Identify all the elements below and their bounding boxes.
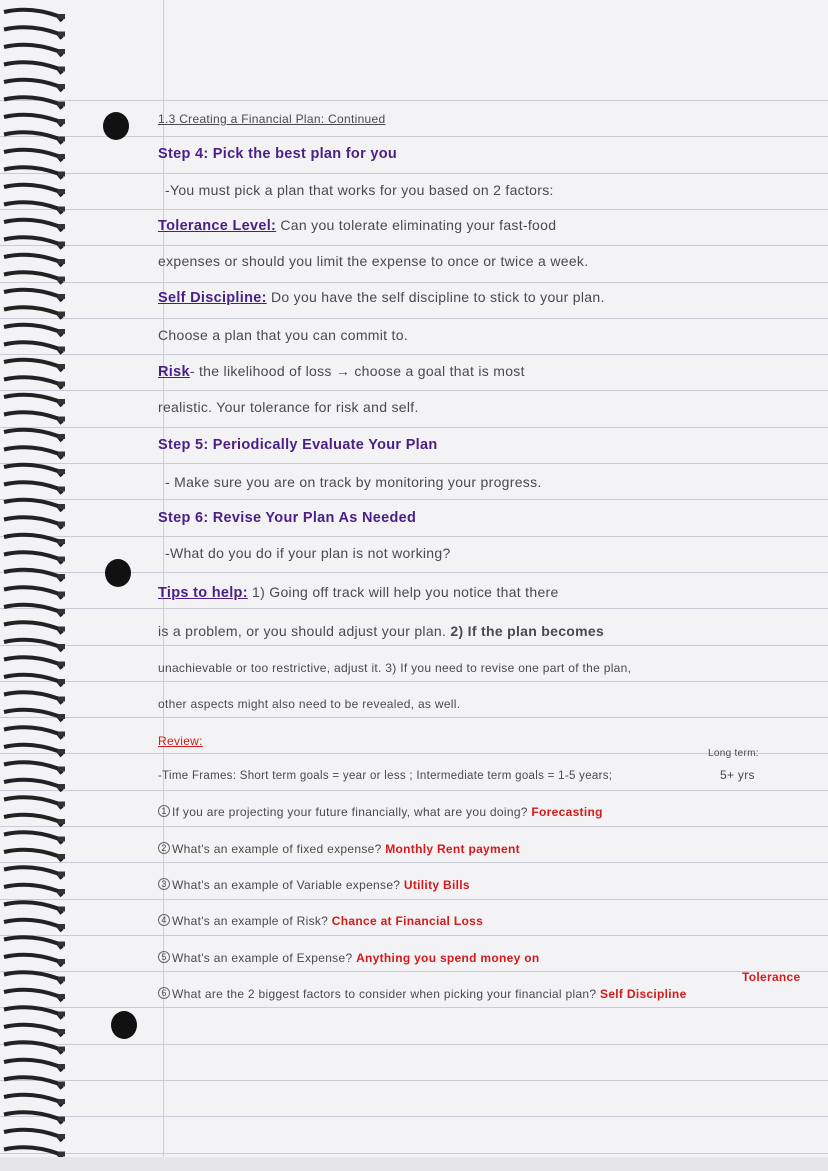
rule-line (0, 499, 828, 500)
review-question (158, 842, 520, 856)
spiral-coil (4, 535, 62, 546)
spiral-coil (4, 745, 62, 756)
spiral-coil (4, 762, 62, 773)
spiral-hole (58, 154, 65, 159)
rule-line (0, 1153, 828, 1154)
spiral-hole (58, 207, 65, 212)
spiral-coil (4, 675, 62, 686)
spiral-hole (58, 609, 65, 614)
spiral-hole (58, 539, 65, 544)
review-label: Review: (158, 734, 203, 748)
spiral-coil (4, 132, 62, 143)
spiral-hole (58, 312, 65, 317)
rule-line (0, 209, 828, 210)
risk-text: - the likelihood of loss → choose a goal that is most (189, 363, 525, 379)
spiral-coil (4, 727, 62, 738)
risk-text-2: realistic. Your tolerance for risk and self. (158, 399, 419, 415)
spiral-hole (58, 854, 65, 859)
spiral-hole (58, 627, 65, 632)
spiral-hole (58, 347, 65, 352)
spiral-hole (58, 189, 65, 194)
spiral-coil (4, 150, 62, 161)
rule-line (0, 790, 828, 791)
question-answer: Self Discipline (600, 987, 687, 1001)
spiral-coil (4, 27, 62, 38)
spiral-coil (4, 517, 62, 528)
time-frames: -Time Frames: Short term goals = year or less ; Intermediate term goals = 1-5 years; (158, 770, 613, 782)
spiral-hole (58, 959, 65, 964)
spiral-hole (58, 802, 65, 807)
spiral-hole (58, 837, 65, 842)
spiral-coil (4, 990, 62, 1001)
step4-intro: -You must pick a plan that works for you based on 2 factors: (165, 182, 554, 198)
tips-text-2a: is a problem, or you should adjust your plan. (158, 623, 447, 639)
spiral-hole (58, 1099, 65, 1104)
spiral-coil (4, 342, 62, 353)
spiral-coil (4, 850, 62, 861)
question-text: What's an example of Variable expense? (172, 878, 401, 892)
spiral-hole (58, 907, 65, 912)
spiral-coil (4, 185, 62, 196)
rule-line (0, 717, 828, 718)
spiral-hole (58, 679, 65, 684)
rule-line (0, 282, 828, 283)
spiral-coil (4, 220, 62, 231)
spiral-coil (4, 640, 62, 651)
spiral-coil (4, 622, 62, 633)
spiral-hole (58, 67, 65, 72)
question-number: 2 (158, 842, 170, 854)
spiral-coil (4, 570, 62, 581)
question-text: If you are projecting your future financially, what are you doing? (172, 805, 528, 819)
spiral-hole (58, 294, 65, 299)
spiral-coil (4, 115, 62, 126)
spiral-hole (58, 1082, 65, 1087)
page-title: 1.3 Creating a Financial Plan: Continued (158, 112, 386, 126)
spiral-coil (4, 815, 62, 826)
spiral-coil (4, 867, 62, 878)
spiral-hole (58, 784, 65, 789)
spiral-coil (4, 167, 62, 178)
rule-line (0, 100, 828, 101)
spiral-coil (4, 1042, 62, 1053)
spiral-hole (58, 277, 65, 282)
tolerance-label: Tolerance Level: (158, 218, 277, 234)
spiral-hole (58, 732, 65, 737)
answer-6-tolerance: Tolerance (742, 970, 801, 984)
tips-text-2b: 2) If the plan becomes (450, 623, 605, 639)
rule-line (0, 390, 828, 391)
spiral-hole (58, 434, 65, 439)
rule-line (0, 862, 828, 863)
question-number: 3 (158, 878, 170, 890)
spiral-coil (4, 430, 62, 441)
spiral-hole (58, 1012, 65, 1017)
spiral-coil (4, 325, 62, 336)
spiral-hole (58, 749, 65, 754)
spiral-coil (4, 937, 62, 948)
spiral-hole (58, 872, 65, 877)
spiral-coil (4, 972, 62, 983)
page-bottom-edge (0, 1157, 828, 1171)
rule-line (0, 1080, 828, 1081)
question-answer: Anything you spend money on (356, 951, 540, 965)
spiral-coil (4, 307, 62, 318)
spiral-coil (4, 1077, 62, 1088)
spiral-coil (4, 237, 62, 248)
spiral-hole (58, 242, 65, 247)
spiral-hole (58, 49, 65, 54)
question-number: 6 (158, 987, 170, 999)
rule-line (0, 645, 828, 646)
spiral-coil (4, 360, 62, 371)
spiral-hole (58, 32, 65, 37)
long-term-label: Long term: (708, 748, 759, 759)
spiral-hole (58, 102, 65, 107)
spiral-hole (58, 592, 65, 597)
spiral-hole (58, 452, 65, 457)
spiral-hole (58, 382, 65, 387)
spiral-coil (4, 272, 62, 283)
spiral-coil (4, 780, 62, 791)
rule-line (0, 354, 828, 355)
step5-heading: Step 5: Periodically Evaluate Your Plan (158, 437, 438, 453)
question-number: 4 (158, 914, 170, 926)
question-answer: Chance at Financial Loss (331, 914, 484, 928)
spiral-coil (4, 605, 62, 616)
spiral-coil (4, 1007, 62, 1018)
rule-line (0, 935, 828, 936)
spiral-hole (58, 942, 65, 947)
review-question (158, 914, 483, 928)
discipline-label: Self Discipline: (158, 290, 267, 306)
spiral-hole (58, 399, 65, 404)
spiral-coil (4, 832, 62, 843)
spiral-coil (4, 255, 62, 266)
review-question (158, 805, 603, 819)
spiral-hole (58, 644, 65, 649)
question-answer: Monthly Rent payment (385, 842, 520, 856)
tolerance-text-2: expenses or should you limit the expense to once or twice a week. (158, 253, 589, 269)
spiral-hole (58, 767, 65, 772)
rule-line (0, 463, 828, 464)
question-number: 1 (158, 805, 170, 817)
spiral-hole (58, 1029, 65, 1034)
tips-text-1: 1) Going off track will help you notice that there (252, 584, 559, 600)
spiral-coil (4, 395, 62, 406)
question-text: What's an example of fixed expense? (172, 842, 382, 856)
spiral-coil (4, 920, 62, 931)
rule-line (0, 826, 828, 827)
spiral-hole (58, 574, 65, 579)
spiral-coil (4, 465, 62, 476)
spiral-hole (58, 224, 65, 229)
rule-line (0, 173, 828, 174)
tips-text-3: unachievable or too restrictive, adjust it. 3) If you need to revise one part of the plan, (158, 661, 632, 675)
spiral-coil (4, 377, 62, 388)
spiral-coil (4, 797, 62, 808)
spiral-coil (4, 290, 62, 301)
spiral-hole (58, 889, 65, 894)
spiral-hole (58, 364, 65, 369)
discipline-text-2: Choose a plan that you can commit to. (158, 327, 409, 343)
spiral-coil (4, 1112, 62, 1123)
spiral-hole (58, 14, 65, 19)
spiral-hole (58, 924, 65, 929)
rule-line (0, 1007, 828, 1008)
rule-line (0, 318, 828, 319)
spiral-coil (4, 1095, 62, 1106)
rule-line (0, 753, 828, 754)
spiral-hole (58, 977, 65, 982)
spiral-coil (4, 482, 62, 493)
rule-line (0, 681, 828, 682)
risk-label: Risk (158, 364, 190, 380)
spiral-coil (4, 97, 62, 108)
spiral-hole (58, 137, 65, 142)
spiral-coil (4, 80, 62, 91)
discipline-text: Do you have the self discipline to stick to your plan. (270, 289, 605, 305)
spiral-coil (4, 62, 62, 73)
step5-text: - Make sure you are on track by monitoring your progress. (165, 474, 542, 490)
spiral-hole (58, 994, 65, 999)
spiral-hole (58, 557, 65, 562)
long-term-value: 5+ yrs (720, 768, 755, 782)
spiral-coil (4, 10, 62, 21)
spiral-hole (58, 522, 65, 527)
rule-line (0, 899, 828, 900)
punch-hole (103, 112, 129, 140)
spiral-hole (58, 329, 65, 334)
rule-line (0, 427, 828, 428)
rule-line (0, 608, 828, 609)
review-question (158, 878, 470, 892)
question-answer: Utility Bills (403, 878, 470, 892)
rule-line (0, 245, 828, 246)
spiral-hole (58, 1134, 65, 1139)
spiral-coil (4, 447, 62, 458)
spiral-hole (58, 487, 65, 492)
spiral-hole (58, 714, 65, 719)
step6-text: -What do you do if your plan is not working? (165, 545, 451, 561)
spiral-hole (58, 819, 65, 824)
review-question (158, 987, 687, 1001)
step4-heading: Step 4: Pick the best plan for you (158, 146, 398, 162)
spiral-coil (4, 902, 62, 913)
question-text: What's an example of Expense? (172, 951, 353, 965)
spiral-hole (58, 697, 65, 702)
spiral-coil (4, 45, 62, 56)
rule-line (0, 1116, 828, 1117)
rule-line (0, 536, 828, 537)
rule-line (0, 971, 828, 972)
spiral-hole (58, 119, 65, 124)
spiral-hole (58, 1064, 65, 1069)
spiral-coil (4, 710, 62, 721)
spiral-coil (4, 885, 62, 896)
spiral-coil (4, 955, 62, 966)
spiral-coil (4, 692, 62, 703)
spiral-hole (58, 662, 65, 667)
review-question (158, 951, 540, 965)
spiral-hole (58, 1047, 65, 1052)
spiral-coil (4, 1130, 62, 1141)
spiral-hole (58, 469, 65, 474)
spiral-coil (4, 1060, 62, 1071)
spiral-coil (4, 500, 62, 511)
spiral-hole (58, 1117, 65, 1122)
question-number: 5 (158, 951, 170, 963)
spiral-hole (58, 504, 65, 509)
spiral-hole (58, 84, 65, 89)
spiral-coil (4, 657, 62, 668)
spiral-hole (58, 1152, 65, 1157)
spiral-hole (58, 172, 65, 177)
tolerance-text: Can you tolerate eliminating your fast-food (280, 217, 557, 233)
tips-label: Tips to help: (158, 585, 248, 601)
spiral-coil (4, 412, 62, 423)
spiral-coil (4, 1025, 62, 1036)
spiral-hole (58, 417, 65, 422)
spiral-coil (4, 202, 62, 213)
punch-hole (105, 559, 131, 587)
question-text: What's an example of Risk? (172, 914, 329, 928)
spiral-coil (4, 552, 62, 563)
tips-text-4: other aspects might also need to be revealed, as well. (158, 697, 461, 711)
question-answer: Forecasting (531, 805, 603, 819)
question-text: What are the 2 biggest factors to consider when picking your financial plan? (172, 987, 597, 1001)
spiral-coil (4, 587, 62, 598)
punch-hole (111, 1011, 137, 1039)
step6-heading: Step 6: Revise Your Plan As Needed (158, 510, 417, 526)
spiral-binding (0, 0, 72, 1171)
rule-line (0, 1044, 828, 1045)
spiral-hole (58, 259, 65, 264)
